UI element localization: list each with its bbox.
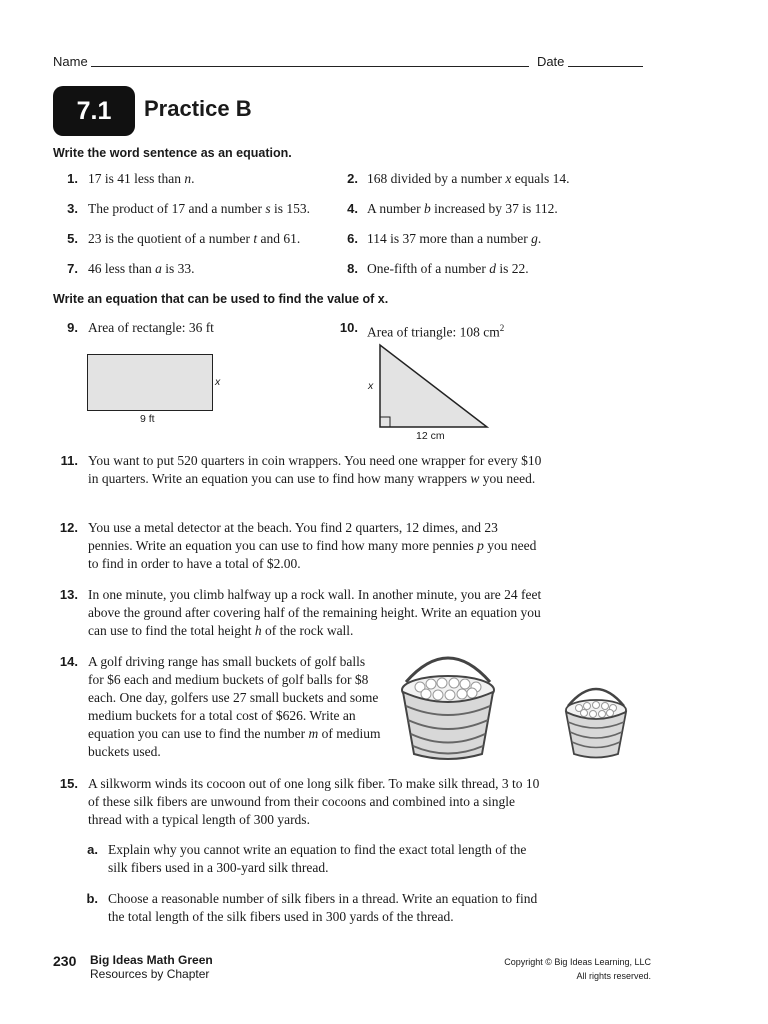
name-label: Name [53,54,88,69]
triangle-figure [376,342,492,432]
triangle-side-label: x [368,380,374,392]
section-badge: 7.1 [53,86,135,136]
book-title: Big Ideas Math Green [90,953,213,967]
instruction-part1: Write the word sentence as an equation. [53,146,292,160]
rectangle-bottom-label: 9 ft [140,413,155,425]
rectangle-figure [87,354,213,411]
date-blank[interactable] [568,54,643,67]
page-number: 230 [53,953,77,969]
book-subtitle: Resources by Chapter [90,967,210,981]
copyright: Copyright © Big Ideas Learning, LLC All rights reserved. [504,957,651,981]
name-date-line [53,54,643,69]
rectangle-side-label: x [215,376,221,388]
triangle-bottom-label: 12 cm [416,430,445,442]
medium-bucket-icon [398,650,498,762]
instruction-part2: Write an equation that can be used to find the value of x. [53,292,389,306]
page-title: Practice B [144,96,252,121]
small-bucket-icon [563,682,629,760]
name-blank[interactable] [91,54,529,67]
date-label: Date [536,54,565,69]
